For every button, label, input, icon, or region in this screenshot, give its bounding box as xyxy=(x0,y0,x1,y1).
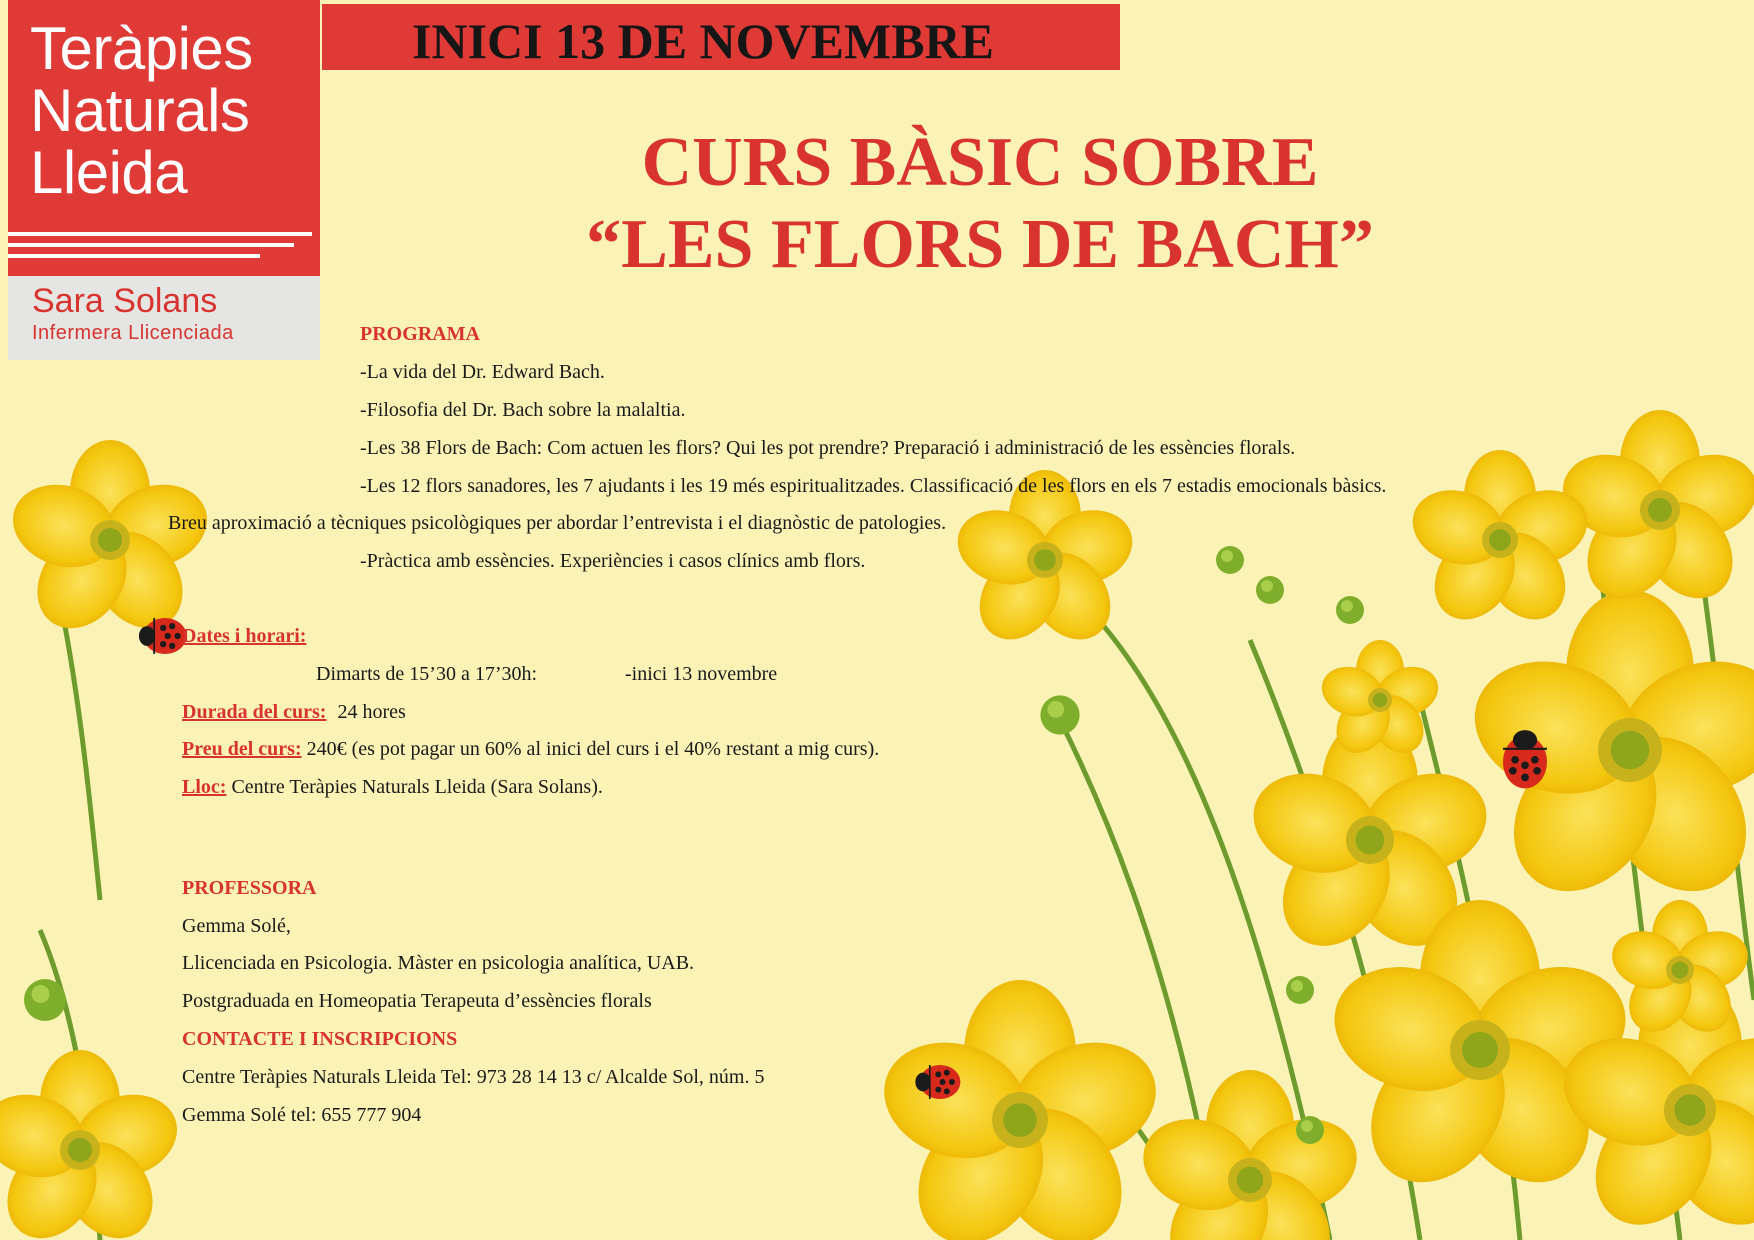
durada-value: 24 hores xyxy=(337,701,406,723)
professora-heading: PROFESSORA xyxy=(182,877,317,899)
title-line-2: “LES FLORS DE BACH” xyxy=(586,206,1374,283)
dates-start: -inici 13 novembre xyxy=(625,663,778,685)
buttercup-flower-icon xyxy=(2,440,218,646)
flower-bud-icon xyxy=(1286,976,1314,1004)
contacte-heading: CONTACTE I INSCRIPCIONS xyxy=(182,1028,458,1050)
flower-bud-icon xyxy=(1216,546,1244,574)
professora-line-2: Postgraduada en Homeopatia Terapeuta d’essències florals xyxy=(182,990,652,1012)
dates-schedule: Dimarts de 15’30 a 17’30h: xyxy=(316,663,538,685)
programa-item: -Pràctica amb essències. Experiències i casos clínics amb flors. xyxy=(360,550,866,572)
lloc-value: Centre Teràpies Naturals Lleida (Sara Solans). xyxy=(231,776,603,798)
logo-stripes xyxy=(8,232,320,265)
logo-subtitle: Infermera Llicenciada xyxy=(32,322,234,344)
banner-text: INICI 13 DE NOVEMBRE xyxy=(412,13,995,69)
title-line-1: CURS BÀSIC SOBRE xyxy=(641,124,1319,201)
lloc-row xyxy=(182,776,603,799)
course-title xyxy=(560,122,1400,286)
contacte-line-2: Gemma Solé tel: 655 777 904 xyxy=(182,1104,422,1126)
logo-name: Sara Solans xyxy=(32,282,218,320)
buttercup-flower-icon xyxy=(869,980,1171,1240)
logo-line-3: Lleida xyxy=(30,139,188,206)
buttercup-flower-icon xyxy=(1131,1070,1368,1240)
dates-label: Dates i horari: xyxy=(182,625,307,647)
buttercup-flower-icon xyxy=(0,1050,188,1240)
programa-item: -La vida del Dr. Edward Bach. xyxy=(360,361,605,383)
flower-bud-icon xyxy=(1336,596,1364,624)
preu-label: Preu del curs: xyxy=(182,738,302,760)
programa-item: Breu aproximació a tècniques psicològiques per abordar l’entrevista i el diagnòstic de patologies. xyxy=(168,512,947,534)
logo-title xyxy=(30,15,253,206)
logo-red-panel xyxy=(8,0,320,276)
logo-line-1: Teràpies xyxy=(30,15,253,82)
professora-name: Gemma Solé, xyxy=(182,915,291,937)
professora-line-1: Llicenciada en Psicologia. Màster en psicologia analítica, UAB. xyxy=(182,952,695,974)
logo-grey-panel xyxy=(8,276,320,360)
contacte-line-1: Centre Teràpies Naturals Lleida Tel: 973 28 14 13 c/ Alcalde Sol, núm. 5 xyxy=(182,1066,765,1088)
flower-bud-icon xyxy=(24,979,66,1021)
durada-label: Durada del curs: xyxy=(182,701,327,723)
flower-bud-icon xyxy=(1040,695,1079,734)
lloc-label: Lloc: xyxy=(182,776,227,798)
programa-item: -Les 12 flors sanadores, les 7 ajudants i les 19 més espiritualitzades. Classificació de les flors en els 7 estadis emocionals bàsics. xyxy=(360,475,1387,497)
flower-bud-icon xyxy=(1256,576,1284,604)
logo-line-2: Naturals xyxy=(30,77,250,144)
preu-row xyxy=(182,738,879,761)
flower-bud-icon xyxy=(1296,1116,1324,1144)
logo xyxy=(8,0,320,360)
programa-item: -Les 38 Flors de Bach: Com actuen les flors? Qui les pot prendre? Preparació i administració de les essències florals. xyxy=(360,437,1296,459)
durada-row xyxy=(182,701,406,724)
preu-value: 240€ (es pot pagar un 60% al inici del curs i el 40% restant a mig curs). xyxy=(306,738,880,760)
start-date-banner xyxy=(322,4,1120,70)
programa-item: -Filosofia del Dr. Bach sobre la malaltia. xyxy=(360,399,686,421)
programa-heading: PROGRAMA xyxy=(360,323,480,345)
